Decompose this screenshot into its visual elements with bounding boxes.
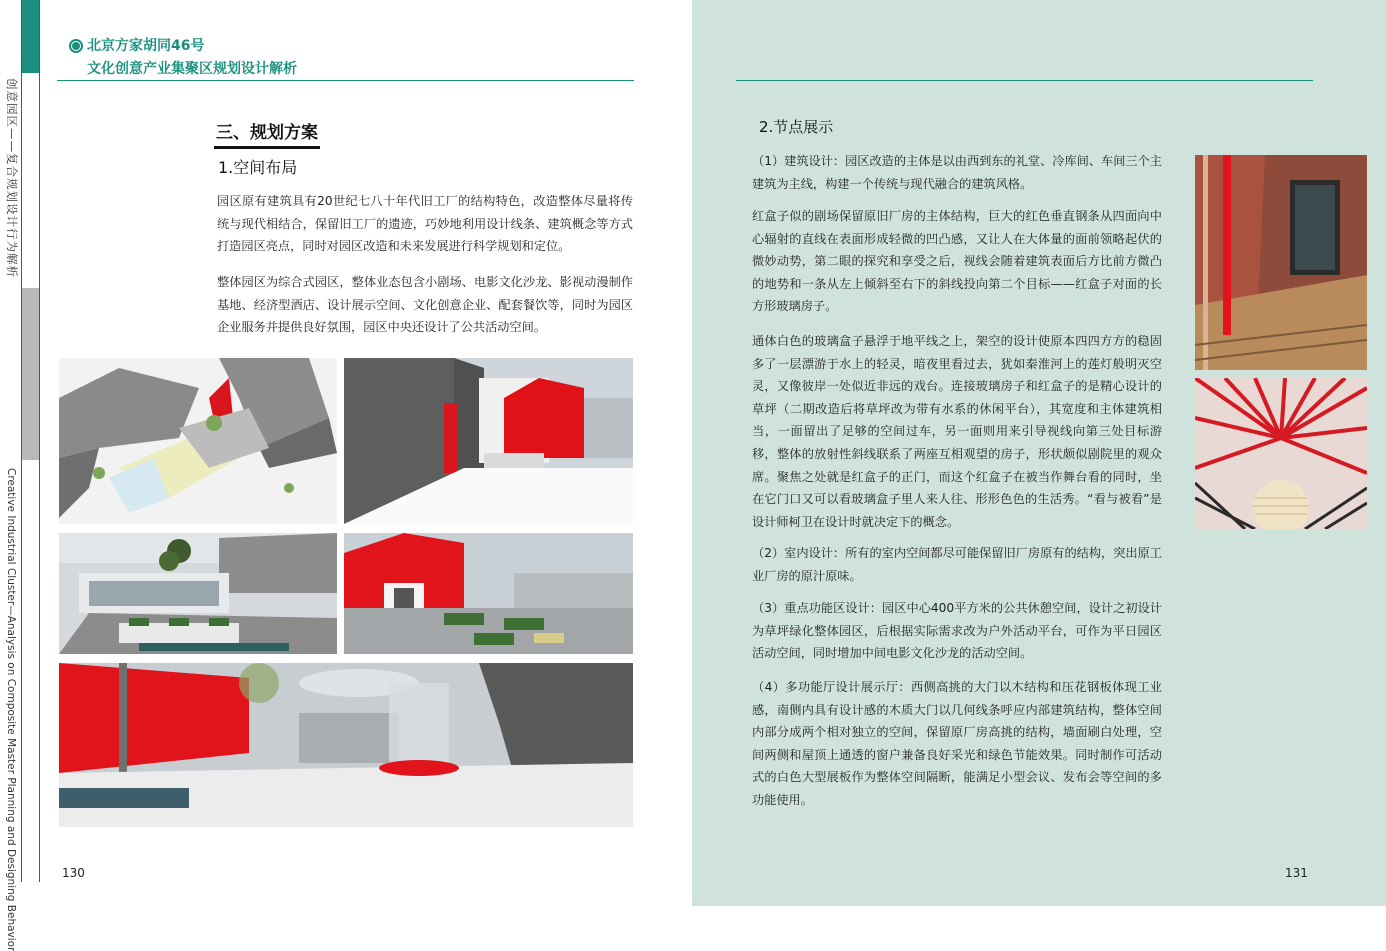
rendering-interior-courtyard — [59, 663, 633, 827]
header-rule-right — [736, 80, 1313, 81]
right-paragraph-4: （2）室内设计：所有的室内空间都尽可能保留旧厂房原有的结构，突出原工业厂房的原汁原味。 — [752, 546, 1162, 583]
header-subtitle: 文化创意产业集聚区规划设计解析 — [87, 61, 297, 77]
right-paragraph-1: （1）建筑设计：园区改造的主体是以由西到东的礼堂、冷库间、车间三个主建筑为主线，构建一个传统与现代融合的建筑风格。 — [752, 154, 1162, 191]
side-strip-gray-block — [22, 288, 39, 460]
right-paragraph-6: （4）多功能厅设计展示厅：西侧高挑的大门以木结构和压花钢板体现工业感，南侧内具有设计感的木质大门以几何线条呼应内部建筑结构，整体空间内部分成两个相对独立的空间，保留原厂房高挑的结构，墙面刷白处理，空间两侧和屋顶上通透的窗户兼备良好采光和绿色节能效果。同时制作可活动式的白色大型展板作为整体空间隔断，能满足小型会议、发布会等空间的多功能使用。 — [752, 680, 1162, 807]
side-strip-title-box — [22, 73, 39, 289]
header-title: 北京方家胡同46号 — [87, 38, 205, 54]
bullet-dot-icon — [72, 42, 80, 50]
paragraph-1: 园区原有建筑具有20世纪七八十年代旧工厂的结构特色，改造整体尽量将传统与现代相结合，保留旧工厂的遗迹，巧妙地利用设计线条、建筑概念等方式打造园区亮点，同时对园区改造和未来发展进行科学规划和定位。 — [217, 194, 633, 253]
page-number-left: 130 — [62, 866, 85, 880]
rendering-red-box-entrance — [344, 358, 633, 524]
side-strip-accent — [22, 0, 39, 73]
right-paragraph-2: 红盒子似的剧场保留原旧厂房的主体结构，巨大的红色垂直钢条从四面向中心辐射的直线在表面形成轻微的凹凸感，又让人在大体量的面前领略起伏的微妙动势，第二眼的探究和享受之后，视线会随着建筑表面后方比前方微凸的地势和一条从左上倾斜至右下的斜线投向第二个目标——红盒子对面的长方形玻璃房子。 — [752, 209, 1162, 314]
rendering-red-box-courtyard — [344, 533, 633, 654]
photo-red-brick-facade — [1195, 155, 1367, 370]
side-strip — [21, 0, 40, 882]
paragraph-2: 整体园区为综合式园区，整体业态包含小剧场、电影文化沙龙、影视动漫制作基地、经济型酒店、设计展示空间、文化创意企业、配套餐饮等，同时为园区企业服务并提供良好氛围，园区中央还设计了公共活动空间。 — [217, 275, 633, 334]
page-number-right: 131 — [1285, 866, 1308, 880]
right-paragraph-5: （3）重点功能区设计：园区中心400平方米的公共休憩空间，设计之初设计为草坪绿化整体园区，后根据实际需求改为户外活动平台，可作为平日园区活动空间，同时增加中间电影文化沙龙的活动空间。 — [752, 601, 1162, 661]
photo-radiating-red-beams — [1195, 378, 1367, 529]
side-title-english: Creative Industrial Cluster—Analysis on Composite Master Planning and Designing Behavior — [5, 468, 17, 951]
header-rule-left — [57, 80, 634, 81]
node-heading: 2.节点展示 — [759, 118, 834, 136]
right-paragraph-3: 通体白色的玻璃盒子悬浮于地平线之上，架空的设计使原本四四方方的稳固多了一层漂游于水上的轻灵，暗夜里看过去，犹如秦淮河上的莲灯般明灭空灵，又像彼岸一处似近非远的戏台。连接玻璃房子和红盒子的是精心设计的草坪（二期改造后将草坪改为带有水系的休闲平台），其宽度和主体建筑相当，一面留出了足够的空间过车，另一面则用来引导视线向第三处目标游移，整体的放射性斜线联系了两座互相观望的房子，形状颇似剧院里的观众席。聚焦之处就是红盒子的正门，而这个红盒子在被当作舞台看的同时，坐在它门口又可以看玻璃盒子里人来人往、形形色色的生活秀。“看与被看”是设计师柯卫在设计时就决定下的概念。 — [752, 334, 1162, 529]
section-heading: 三、规划方案 — [214, 118, 320, 149]
rendering-glass-pavilion — [59, 533, 337, 654]
sub-heading-space-layout: 1.空间布局 — [218, 158, 298, 177]
side-title-chinese: 创意园区——复合规划设计行为解析 — [5, 78, 19, 278]
rendering-aerial-view — [59, 358, 337, 524]
